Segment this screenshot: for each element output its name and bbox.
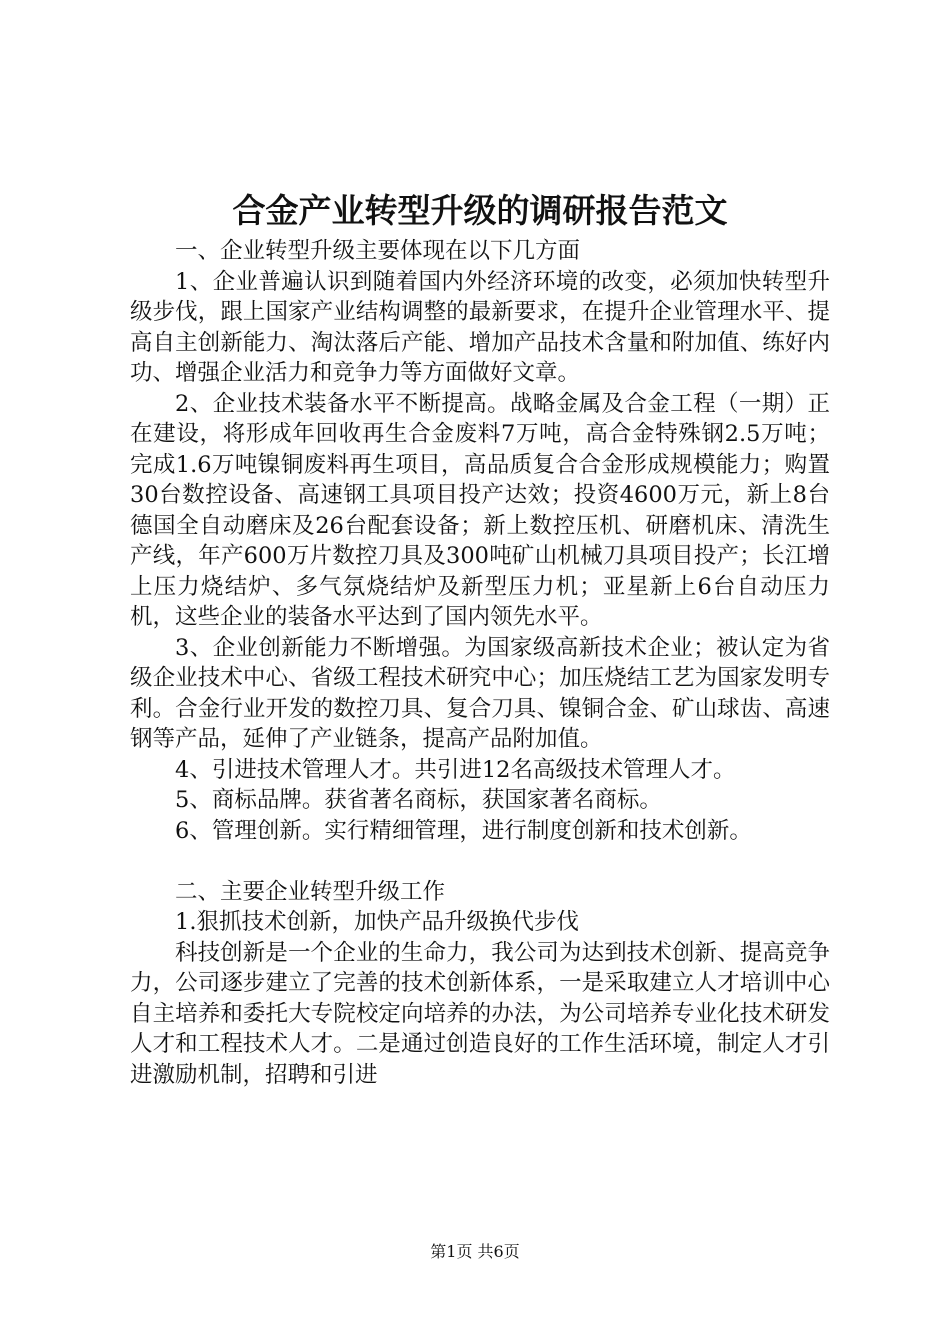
list-item: 4、引进技术管理人才。共引进12名高级技术管理人才。 <box>175 756 736 783</box>
list-item: 3、企业创新能力不断增强。为国家级高新技术企业；被认定为省级企业技术中心、省级工程技术研究中心；加压烧结工艺为国家发明专利。合金行业开发的数控刀具、复合刀具、镍铜合金、矿山球齿、高速钢等产品，延伸了产业链条，提高产品附加值。 <box>130 634 830 752</box>
body-paragraph: 科技创新是一个企业的生命力，我公司为达到技术创新、提高竞争力，公司逐步建立了完善的技术创新体系，一是采取建立人才培训中心自主培养和委托大专院校定向培养的办法，为公司培养专业化技术研发人才和工程技术人才。二是通过创造良好的工作生活环境，制定人才引进激励机制，招聘和引进 <box>130 939 830 1088</box>
blank-line <box>130 846 830 877</box>
subsection-heading-1: 1.狠抓技术创新，加快产品升级换代步伐 <box>175 909 579 935</box>
document-title: 合金产业转型升级的调研报告范文 <box>232 191 728 230</box>
list-item: 2、企业技术装备水平不断提高。战略金属及合金工程（一期）正在建设，将形成年回收再生合金废料7万吨，高合金特殊钢2.5万吨；完成1.6万吨镍铜废料再生项目，高品质复合合金形成规模能力；购置30台数控设备、高速钢工具项目投产达效；投资4600万元，新上8台德国全自动磨床及26台配套设备；新上数控压机、研磨机床、清洗生产线，年产600万片数控刀具及300吨矿山机械刀具项目投产；长江增上压力烧结炉、多气氛烧结炉及新型压力机；亚星新上6台自动压力机，这些企业的装备水平达到了国内领先水平。 <box>130 390 830 630</box>
list-item: 1、企业普遍认识到随着国内外经济环境的改变，必须加快转型升级步伐，跟上国家产业结构调整的最新要求，在提升企业管理水平、提高自主创新能力、淘汰落后产能、增加产品技术含量和附加值、练好内功、增强企业活力和竞争力等方面做好文章。 <box>130 268 830 386</box>
section-heading-1: 一、企业转型升级主要体现在以下几方面 <box>175 238 581 264</box>
page-footer: 第1页 共6页 <box>430 1242 520 1261</box>
section-heading-2: 二、主要企业转型升级工作 <box>175 878 446 905</box>
list-item: 6、管理创新。实行精细管理，进行制度创新和技术创新。 <box>175 817 752 844</box>
document-page <box>130 186 830 1090</box>
list-item: 5、商标品牌。获省著名商标，获国家著名商标。 <box>175 787 662 813</box>
